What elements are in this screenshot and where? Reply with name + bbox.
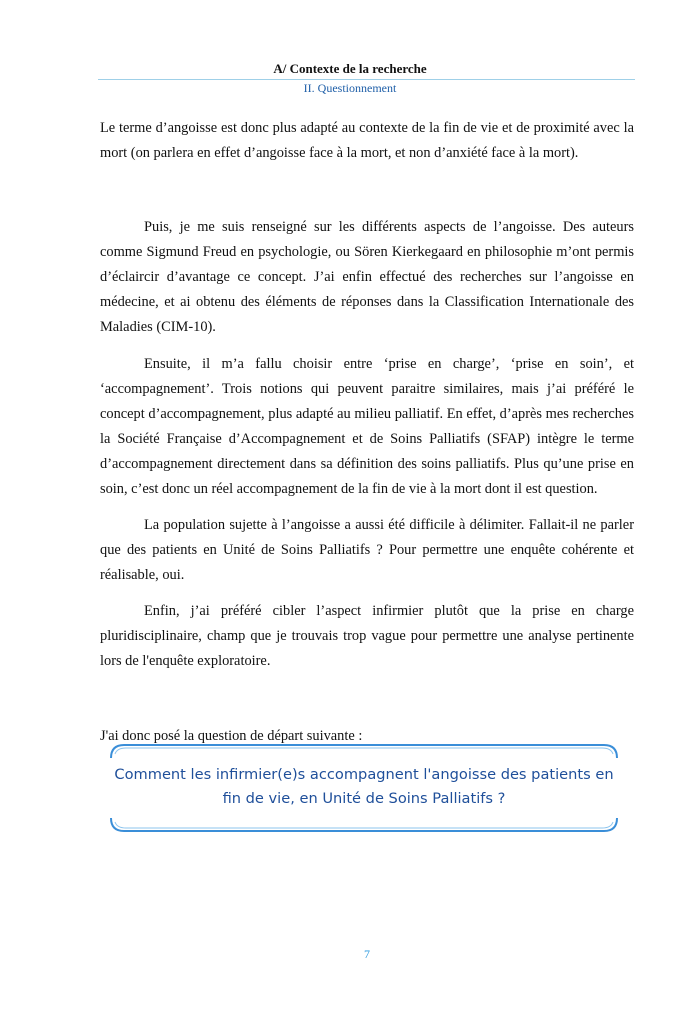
header-divider: [98, 79, 635, 80]
paragraph-6: J'ai donc posé la question de départ suivante :: [100, 728, 363, 744]
page-number: 7: [364, 947, 370, 961]
paragraph-5: Enfin, j’ai préféré cibler l’aspect infirmier plutôt que la prise en charge pluridisciplinaire, champ que je trouvais trop vague pour permettre une analyse pertinente lors de l'enquête exploratoire.: [100, 603, 634, 669]
research-question-line-1: Comment les infirmier(e)s accompagnent l'angoisse des patients en: [114, 766, 614, 783]
body-text: [100, 116, 634, 749]
header-subtitle: II. Questionnement: [303, 81, 397, 95]
question-box: [108, 742, 620, 834]
paragraph-2: Puis, je me suis renseigné sur les différents aspects de l’angoisse. Des auteurs comme Sigmund Freud en psychologie, ou Sören Kierkegaard en philosophie m’ont permis d’éclaircir d’avantage ce concept. J’ai enfin effectué des recherches sur l’angoisse en médecine, et ai obtenu des éléments de réponses dans la Classification Internationale des Maladies (CIM-10).: [100, 219, 634, 335]
paragraph-1: Le terme d’angoisse est donc plus adapté au contexte de la fin de vie et de proximité avec la mort (on parlera en effet d’angoisse face à la mort, et non d’anxiété face à la mort).: [100, 120, 634, 161]
research-question: [108, 763, 620, 811]
paragraph-3: Ensuite, il m’a fallu choisir entre ‘prise en charge’, ‘prise en soin’, et ‘accompagnement’. Trois notions qui peuvent paraitre similaires, mais j’ai préféré le concept d’accompagnement, plus adapté au milieu palliatif. En effet, d’après mes recherches la Société Française d’Accompagnement et de Soins Palliatifs (SFAP) intègre le terme d’accompagnement directement dans sa définition des soins palliatifs. Plus qu’une prise en soin, c’est donc un réel accompagnement de la fin de vie à la mort dont il est question.: [100, 356, 634, 497]
paragraph-4: La population sujette à l’angoisse a aussi été difficile à délimiter. Fallait-il ne parler que des patients en Unité de Soins Palliatifs ? Pour permettre une enquête cohérente et réalisable, oui.: [100, 517, 634, 583]
header-title: A/ Contexte de la recherche: [273, 61, 427, 76]
research-question-line-2: fin de vie, en Unité de Soins Palliatifs ?: [222, 790, 506, 807]
